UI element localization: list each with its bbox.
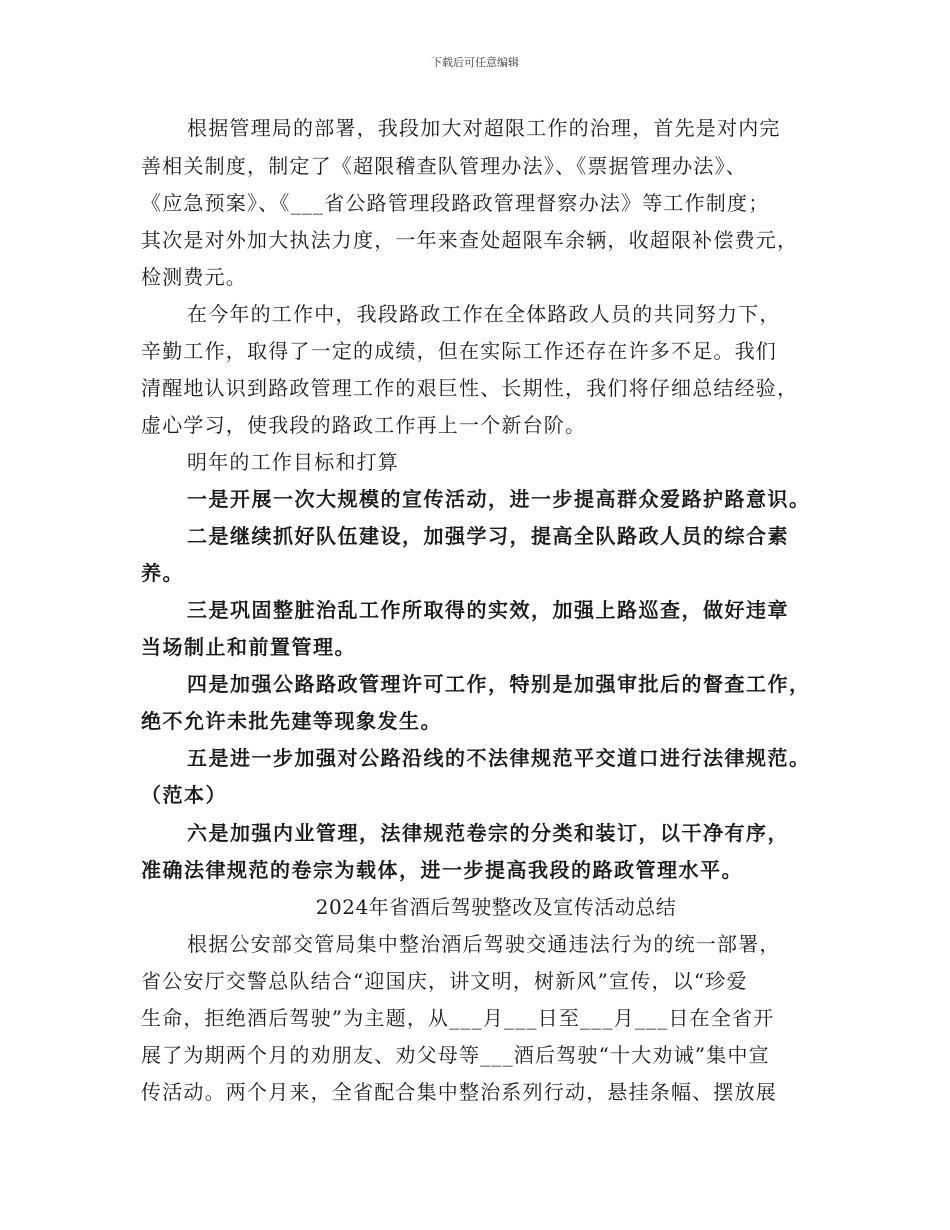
goal-item: 三是巩固整脏治乱工作所取得的实效，加强上路巡查，做好违章 [187, 598, 789, 622]
paragraph-line: 根据管理局的部署，我段加大对超限工作的治理，首先是对内完 [187, 116, 781, 140]
paragraph-line: 辛勤工作，取得了一定的成绩，但在实际工作还存在许多不足。我们 [141, 339, 777, 363]
paragraph-line: 善相关制度，制定了《超限稽查队管理办法》、《票据管理办法》、 [141, 154, 747, 178]
paragraph-line: 根据公安部交管局集中整治酒后驾驶交通违法行为的统一部署， [187, 932, 781, 956]
goal-item: 准确法律规范的卷宗为载体，进一步提高我段的路政管理水平。 [141, 858, 743, 882]
goal-item: 当场制止和前置管理。 [141, 635, 356, 659]
paragraph-line: 清醒地认识到路政管理工作的艰巨性、长期性，我们将仔细总结经验， [141, 376, 799, 400]
goals-heading: 明年的工作目标和打算 [187, 450, 399, 474]
goal-item: 绝不允许未批先建等现象发生。 [141, 709, 442, 733]
paragraph-line: 其次是对外加大执法力度，一年来查处超限车余辆，收超限补偿费元， [141, 228, 799, 252]
header-note: 下载后可任意编辑 [431, 56, 519, 69]
goal-item: （范本） [141, 783, 227, 807]
paragraph-line: 生命，拒绝酒后驾驶”为主题，从___月___日至___月___日在全省开 [141, 1006, 775, 1030]
paragraph-line: 检测费元。 [141, 265, 247, 289]
goal-item: 四是加强公路路政管理许可工作，特别是加强审批后的督查工作， [187, 672, 811, 696]
section-title: 2024年省酒后驾驶整改及宣传活动总结 [315, 895, 677, 919]
paragraph-line: 《应急预案》、《___省公路管理段路政管理督察办法》等工作制度； [141, 191, 770, 215]
paragraph-line: 展了为期两个月的劝朋友、劝父母等___酒后驾驶“十大劝诫”集中宣 [141, 1043, 770, 1067]
paragraph-line: 在今年的工作中，我段路政工作在全体路政人员的共同努力下， [187, 302, 781, 326]
goal-item: 二是继续抓好队伍建设，加强学习，提高全队路政人员的综合素 [187, 524, 789, 548]
paragraph-line: 省公安厅交警总队结合“迎国庆，讲文明，树新风”宣传，以“珍爱 [141, 969, 748, 993]
goal-item: 养。 [141, 561, 184, 585]
paragraph-line: 虚心学习，使我段的路政工作再上一个新台阶。 [141, 413, 587, 437]
goal-item: 五是进一步加强对公路沿线的不法律规范平交道口进行法律规范。 [187, 746, 811, 770]
goal-item: 一是开展一次大规模的宣传活动，进一步提高群众爱路护路意识。 [187, 487, 811, 511]
goal-item: 六是加强内业管理，法律规范卷宗的分类和装订，以干净有序， [187, 821, 789, 845]
paragraph-line: 传活动。两个月来，全省配合集中整治系列行动，悬挂条幅、摆放展 [141, 1080, 777, 1104]
